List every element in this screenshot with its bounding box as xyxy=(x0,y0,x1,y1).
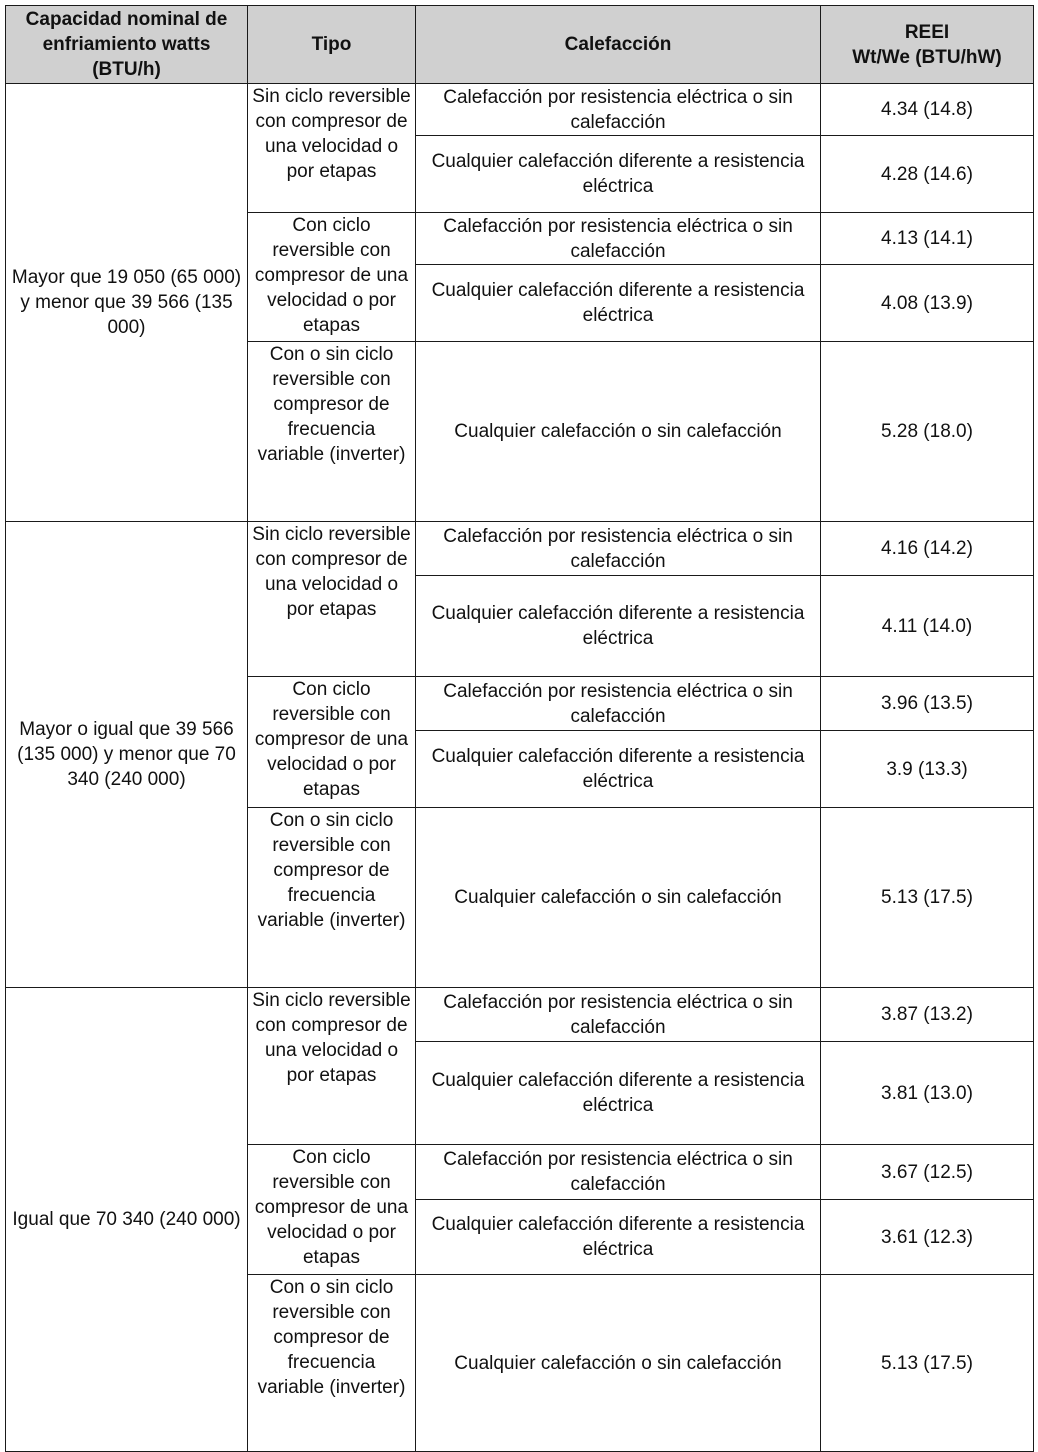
reei-cell: 4.16 (14.2) xyxy=(821,522,1034,576)
heating-cell: Calefacción por resistencia eléctrica o sin calefacción xyxy=(416,522,821,576)
heating-cell: Calefacción por resistencia eléctrica o sin calefacción xyxy=(416,988,821,1042)
type-cell: Con o sin ciclo reversible con compresor de frecuencia variable (inverter) xyxy=(248,808,416,988)
type-cell: Con ciclo reversible con compresor de una velocidad o por etapas xyxy=(248,1145,416,1275)
table-row xyxy=(6,84,1034,136)
reei-cell: 3.61 (12.3) xyxy=(821,1200,1034,1275)
header-reei-line2: Wt/We (BTU/hW) xyxy=(852,46,1002,68)
heating-cell: Cualquier calefacción o sin calefacción xyxy=(416,808,821,988)
capacity-cell: Mayor que 19 050 (65 000) y menor que 39 566 (135 000) xyxy=(6,84,248,522)
heating-cell: Cualquier calefacción diferente a resistencia eléctrica xyxy=(416,265,821,342)
header-heating: Calefacción xyxy=(416,6,821,84)
header-type: Tipo xyxy=(248,6,416,84)
reei-cell: 4.28 (14.6) xyxy=(821,136,1034,213)
reei-cell: 4.11 (14.0) xyxy=(821,576,1034,677)
heating-cell: Cualquier calefacción diferente a resistencia eléctrica xyxy=(416,1042,821,1145)
type-cell: Con o sin ciclo reversible con compresor de frecuencia variable (inverter) xyxy=(248,1275,416,1452)
reei-cell: 3.9 (13.3) xyxy=(821,731,1034,808)
type-cell: Con ciclo reversible con compresor de una velocidad o por etapas xyxy=(248,213,416,342)
heating-cell: Cualquier calefacción diferente a resistencia eléctrica xyxy=(416,136,821,213)
reei-cell: 3.87 (13.2) xyxy=(821,988,1034,1042)
heating-cell: Calefacción por resistencia eléctrica o sin calefacción xyxy=(416,677,821,731)
capacity-cell: Mayor o igual que 39 566 (135 000) y menor que 70 340 (240 000) xyxy=(6,522,248,988)
heating-cell: Cualquier calefacción diferente a resistencia eléctrica xyxy=(416,731,821,808)
reei-cell: 3.67 (12.5) xyxy=(821,1145,1034,1200)
capacity-cell: Igual que 70 340 (240 000) xyxy=(6,988,248,1452)
heating-cell: Cualquier calefacción diferente a resistencia eléctrica xyxy=(416,1200,821,1275)
reei-cell: 5.13 (17.5) xyxy=(821,808,1034,988)
reei-cell: 5.28 (18.0) xyxy=(821,342,1034,522)
type-cell: Con ciclo reversible con compresor de una velocidad o por etapas xyxy=(248,677,416,808)
table-row xyxy=(6,522,1034,576)
reei-table xyxy=(5,5,1034,1452)
type-cell: Sin ciclo reversible con compresor de una velocidad o por etapas xyxy=(248,522,416,677)
heating-cell: Cualquier calefacción o sin calefacción xyxy=(416,1275,821,1452)
heating-cell: Cualquier calefacción diferente a resistencia eléctrica xyxy=(416,576,821,677)
reei-cell: 4.34 (14.8) xyxy=(821,84,1034,136)
heating-cell: Cualquier calefacción o sin calefacción xyxy=(416,342,821,522)
reei-cell: 4.13 (14.1) xyxy=(821,213,1034,265)
heating-cell: Calefacción por resistencia eléctrica o sin calefacción xyxy=(416,213,821,265)
type-cell: Sin ciclo reversible con compresor de una velocidad o por etapas xyxy=(248,988,416,1145)
header-row xyxy=(6,6,1034,84)
type-cell: Sin ciclo reversible con compresor de una velocidad o por etapas xyxy=(248,84,416,213)
header-reei-line1: REEI xyxy=(904,21,950,43)
reei-cell: 4.08 (13.9) xyxy=(821,265,1034,342)
reei-cell: 3.81 (13.0) xyxy=(821,1042,1034,1145)
heating-cell: Calefacción por resistencia eléctrica o sin calefacción xyxy=(416,84,821,136)
header-reei xyxy=(821,6,1034,84)
heating-cell: Calefacción por resistencia eléctrica o sin calefacción xyxy=(416,1145,821,1200)
table-header xyxy=(6,6,1034,84)
reei-cell: 5.13 (17.5) xyxy=(821,1275,1034,1452)
reei-cell: 3.96 (13.5) xyxy=(821,677,1034,731)
table-body xyxy=(6,84,1034,1452)
header-capacity: Capacidad nominal de enfriamiento watts (BTU/h) xyxy=(6,6,248,84)
table-row xyxy=(6,988,1034,1042)
type-cell: Con o sin ciclo reversible con compresor de frecuencia variable (inverter) xyxy=(248,342,416,522)
